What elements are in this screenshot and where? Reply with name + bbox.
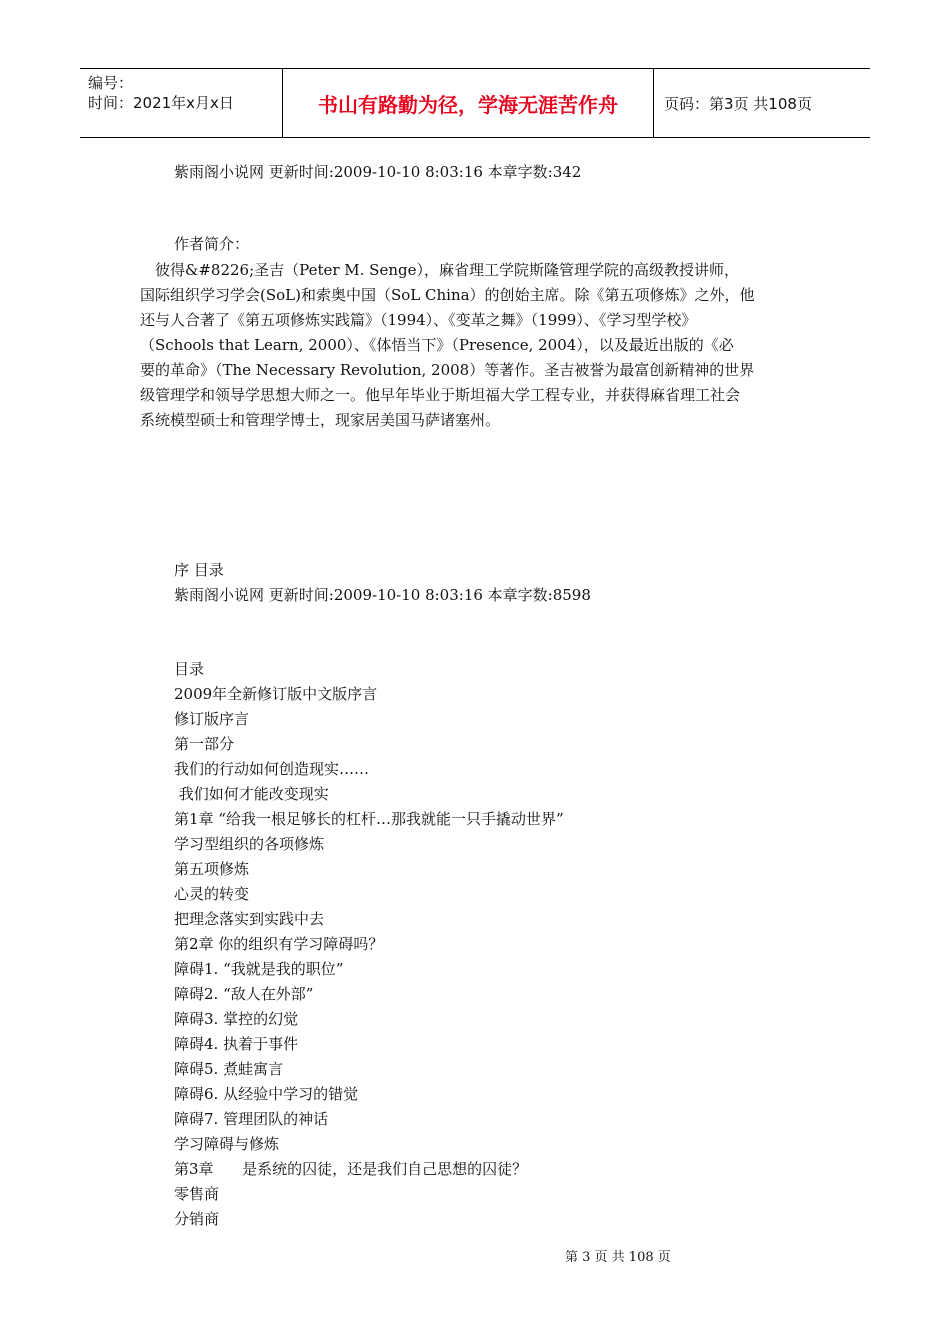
toc-item: 障碍3. 掌控的幻觉 [174,1010,299,1028]
toc-item: 我们如何才能改变现实 [174,785,329,803]
toc-item: 心灵的转变 [174,885,250,903]
toc-item: 分销商 [174,1210,220,1228]
toc-item: 学习障碍与修炼 [174,1135,280,1153]
toc-item: 第五项修炼 [174,860,250,878]
chapter-meta-2: 紫雨阁小说网 更新时间:2009-10-10 8:03:16 本章字数:8598 [174,586,591,604]
chapter-meta-1: 紫雨阁小说网 更新时间:2009-10-10 8:03:16 本章字数:342 [174,163,582,181]
toc-item: 第2章 你的组织有学习障碍吗？ [174,935,384,953]
number-label: 编号： [88,74,134,92]
toc-item: 零售商 [174,1185,220,1203]
author-bio [140,258,816,433]
table-of-contents [174,657,564,1232]
toc-item: 障碍2. “敌人在外部” [174,985,314,1003]
toc-item: 修订版序言 [174,710,250,728]
bio-line: 国际组织学习学会(SoL)和索奥中国（SoL China）的创始主席。除《第五项修炼》之外，他 [140,286,755,304]
bio-line: 要的革命》（The Necessary Revolution, 2008）等著作。圣吉被誉为最富创新精神的世界 [140,361,755,379]
time-label: 时间：2021年x月x日 [88,94,234,112]
section-heading: 序 目录 [174,561,224,579]
toc-item: 目录 [174,660,205,678]
bio-line: 还与人合著了《第五项修炼实践篇》（1994）、《变革之舞》（1999）、《学习型学校》 [140,311,697,329]
author-heading: 作者简介： [174,235,250,253]
header-motto: 书山有路勤为径，学海无涯苦作舟 [282,69,654,137]
bio-line: 级管理学和领导学思想大师之一。他早年毕业于斯坦福大学工程专业，并获得麻省理工社会 [140,386,741,404]
toc-item: 障碍6. 从经验中学习的错觉 [174,1085,359,1103]
bio-line: 系统模型硕士和管理学博士，现家居美国马萨诸塞州。 [140,411,501,429]
bio-line: （Schools that Learn, 2000）、《体悟当下》（Presence, 2004），以及最近出版的《必 [140,336,734,354]
toc-item: 2009年全新修订版中文版序言 [174,685,378,703]
header-page-label: 页码：第3页 共108页 [664,94,812,113]
page-header [80,68,870,138]
toc-item: 把理念落实到实践中去 [174,910,325,928]
toc-item: 第3章 是系统的囚徒，还是我们自己思想的囚徒？ [174,1160,528,1178]
page-footer: 第 3 页 共 108 页 [565,1250,671,1265]
header-info [80,69,282,137]
toc-item: 我们的行动如何创造现实…… [174,760,370,778]
toc-item: 障碍4. 执着于事件 [174,1035,299,1053]
toc-item: 障碍7. 管理团队的神话 [174,1110,329,1128]
toc-item: 第1章 “给我一根足够长的杠杆…那我就能一只手撬动世界” [174,810,564,828]
toc-item: 学习型组织的各项修炼 [174,835,325,853]
toc-item: 第一部分 [174,735,235,753]
bio-line: 彼得&#8226;圣吉（Peter M. Senge），麻省理工学院斯隆管理学院的高级教授讲师， [140,261,739,279]
toc-item: 障碍5. 煮蛙寓言 [174,1060,284,1078]
toc-item: 障碍1. “我就是我的职位” [174,960,344,978]
